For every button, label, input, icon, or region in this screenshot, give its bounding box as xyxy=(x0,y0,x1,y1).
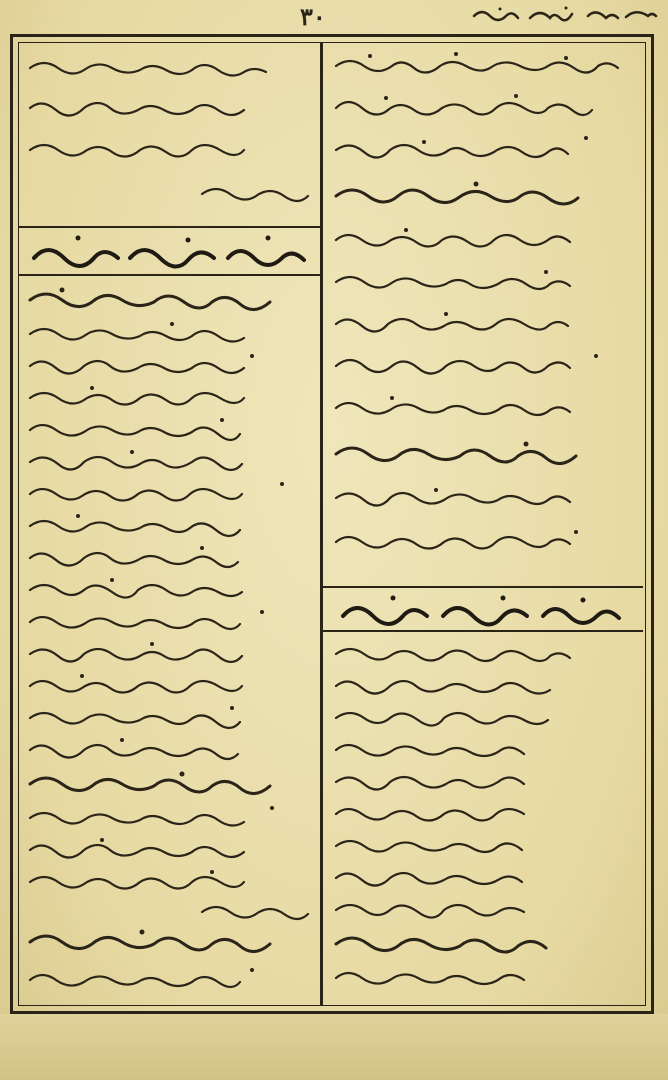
column-divider xyxy=(320,42,323,1006)
page-number: ۳۰ xyxy=(300,2,326,31)
right-column-entries-top xyxy=(326,46,642,586)
bottom-margin xyxy=(0,1014,668,1080)
left-column-entries-top xyxy=(22,46,318,222)
section-heading-right xyxy=(323,586,643,632)
page-header xyxy=(0,0,668,36)
left-column-entries-bottom xyxy=(22,280,318,1006)
section-heading-right-text xyxy=(323,588,643,630)
running-head-text xyxy=(470,4,660,24)
section-heading-left-text xyxy=(18,228,320,274)
section-heading-left xyxy=(18,226,320,276)
right-column-entries-bottom xyxy=(326,634,642,1006)
